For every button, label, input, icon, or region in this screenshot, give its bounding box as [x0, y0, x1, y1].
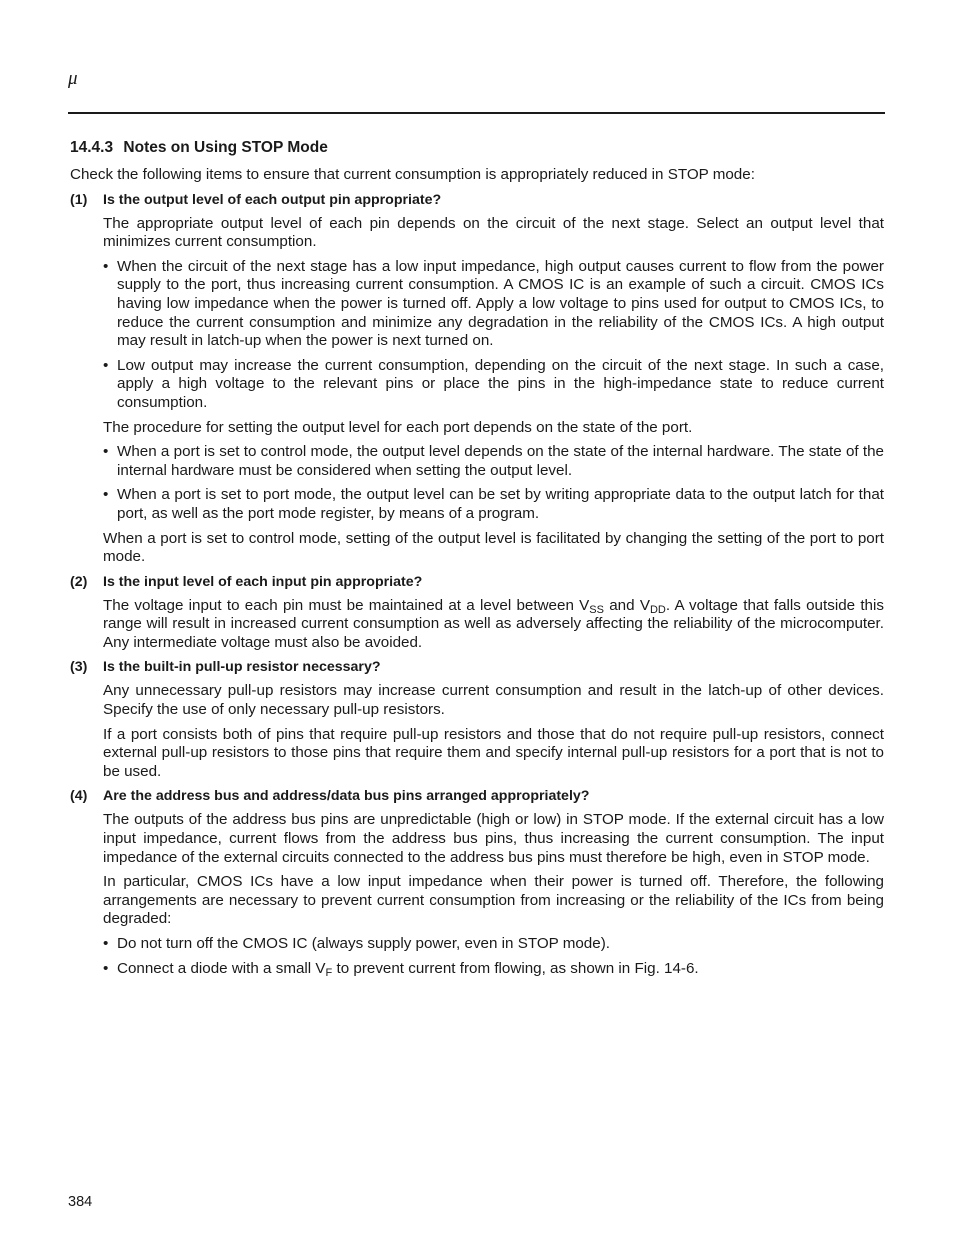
text-run: . A voltage that falls outside this range will result in increased current consumption as well as adversely affecting the reliability of the microcomputer. Any intermediate voltage must also be avoided.	[103, 596, 884, 651]
item-4-body	[103, 811, 884, 978]
text-run: The voltage input to each pin must be maintained at a level between V	[103, 596, 590, 614]
item-4-paragraph-1: The outputs of the address bus pins are unpredictable (high or low) in STOP mode. If the external circuit has a low input impedance, current flows from the address bus pins, thus increasing the current consumption. The input impedance of the external circuits connected to the address bus pins must therefore be high, even in STOP mode.	[103, 811, 884, 866]
item-3-heading	[70, 658, 884, 676]
item-1-bullet-list-2	[103, 443, 884, 523]
subscript-f: F	[325, 966, 333, 979]
item-3-question: Is the built-in pull-up resistor necessary?	[103, 659, 381, 676]
item-1-paragraph-1: The appropriate output level of each pin depends on the circuit of the next stage. Select an output level that minimizes current consumption.	[103, 214, 884, 251]
page-number: 384	[68, 1194, 93, 1210]
section-number: 14.4.3	[70, 139, 114, 156]
item-2-paragraph-1	[103, 597, 884, 653]
item-1-paragraph-2: The procedure for setting the output level for each port depends on the state of the port.	[103, 418, 693, 436]
subscript-dd: DD	[649, 603, 666, 616]
section-intro: Check the following items to ensure that current consumption is appropriately reduced in STOP mode:	[70, 166, 755, 183]
item-4-heading	[70, 787, 884, 805]
bullet-item: • When the circuit of the next stage has a low input impedance, high output causes current to flow from the power supply to the port, thus increasing current consumption. A CMOS IC is an example of such a circuit. CMOS ICs having low impedance when the power is turned off. Apply a low voltage to pins used for output to CMOS ICs, to reduce the current consumption and minimize any degradation in the reliability of the CMOS ICs. A high output may result in latch-up when the power is next turned on.	[103, 258, 884, 351]
text-run: Connect a diode with a small V	[117, 959, 326, 977]
section-title: Notes on Using STOP Mode	[123, 139, 328, 156]
section-heading	[70, 138, 884, 158]
item-2-heading	[70, 573, 884, 591]
bullet-item	[103, 960, 884, 979]
item-1-bullet-list-1	[103, 258, 884, 413]
page-content	[70, 138, 884, 984]
header-mu-symbol: μ	[68, 68, 78, 89]
item-4-paragraph-2: In particular, CMOS ICs have a low input impedance when their power is turned off. Therefore, the following arrangements are necessary to prevent current consumption from increasing or the reliability of the ICs from being degraded:	[103, 873, 884, 928]
item-1-paragraph-3: When a port is set to control mode, setting of the output level is facilitated by changing the setting of the port to port mode.	[103, 529, 884, 566]
item-3-paragraph-1: Any unnecessary pull-up resistors may increase current consumption and result in the latch-up of other devices. Specify the use of only necessary pull-up resistors.	[103, 682, 884, 719]
bullet-item: • When a port is set to control mode, the output level depends on the state of the internal hardware. The state of the internal hardware must be considered when setting the output level.	[103, 443, 884, 480]
item-1-heading	[70, 191, 884, 209]
item-1-body	[103, 215, 884, 567]
item-1-number: (1)	[70, 191, 88, 208]
item-4-question: Are the address bus and address/data bus pins arranged appropriately?	[103, 788, 590, 805]
subscript-ss: SS	[589, 603, 604, 616]
bullet-item: • Low output may increase the current consumption, depending on the circuit of the next stage. In such a case, apply a high voltage to the relevant pins or place the pins in the high-impedance state to reduce current consumption.	[103, 357, 884, 413]
item-3-paragraph-2: If a port consists both of pins that require pull-up resistors and those that do not require pull-up resistors, connect external pull-up resistors to those pins that require them and specify internal pull-up resistors for a port that is not to be used.	[103, 725, 884, 780]
bullet-item: • Do not turn off the CMOS IC (always supply power, even in STOP mode).	[103, 935, 884, 954]
item-2-question: Is the input level of each input pin appropriate?	[103, 573, 423, 590]
bullet-item: • When a port is set to port mode, the output level can be set by writing appropriate data to the output latch for that port, as well as the port mode register, by means of a program.	[103, 486, 884, 523]
header-rule	[68, 112, 885, 114]
item-1-question: Is the output level of each output pin appropriate?	[103, 191, 442, 208]
text-run: and V	[603, 596, 650, 614]
item-2-number: (2)	[70, 573, 88, 590]
item-3-number: (3)	[70, 659, 88, 676]
item-4-number: (4)	[70, 788, 88, 805]
item-4-bullet-list	[103, 935, 884, 978]
item-3-body	[103, 682, 884, 781]
text-run: to prevent current from flowing, as shown in Fig. 14-6.	[332, 959, 699, 977]
item-2-body	[103, 597, 884, 653]
